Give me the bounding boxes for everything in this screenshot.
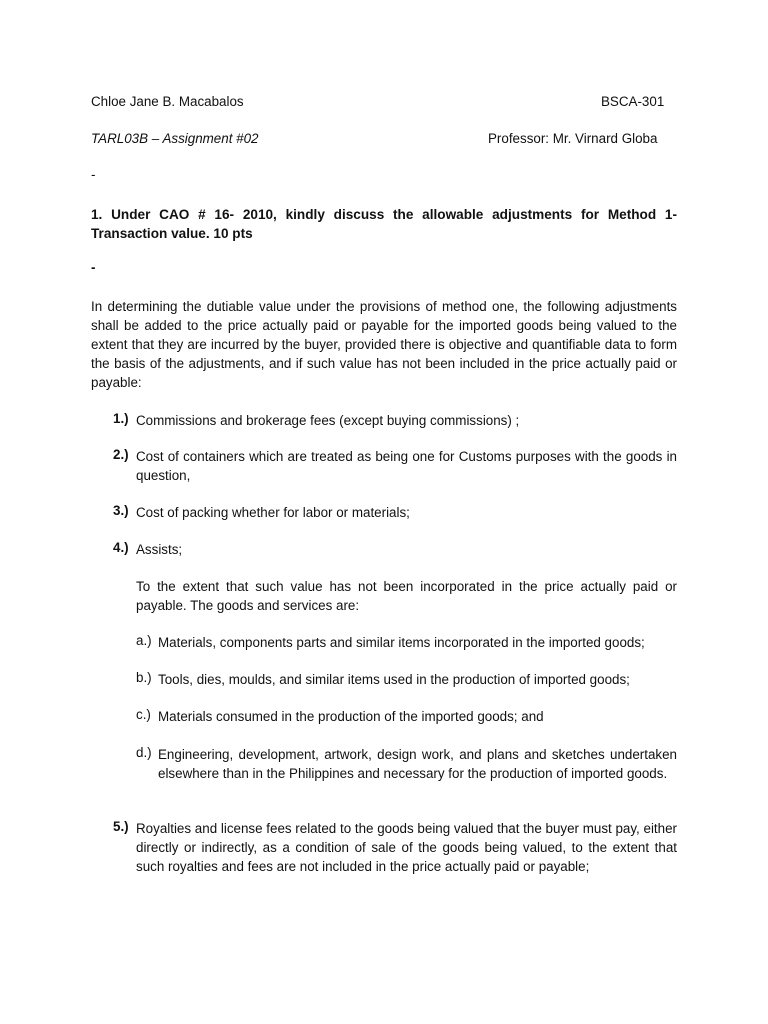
assists-note: To the extent that such value has not been incorporated in the price actually paid or payable. The goods and services are: bbox=[136, 579, 677, 613]
separator-dash-bold: - bbox=[91, 260, 96, 275]
student-name: Chloe Jane B. Macabalos bbox=[91, 94, 244, 109]
sub-item-text: Materials consumed in the production of the imported goods; and bbox=[158, 709, 544, 724]
separator-dash: - bbox=[91, 167, 96, 182]
list-item-text: Assists; bbox=[136, 542, 183, 557]
list-item-text: Cost of packing whether for labor or materials; bbox=[136, 505, 410, 520]
list-item-number: 3.) bbox=[113, 503, 129, 518]
list-item-number: 5.) bbox=[113, 819, 129, 834]
sub-item-text: Tools, dies, moulds, and similar items used in the production of imported goods; bbox=[158, 672, 630, 687]
course-assignment: TARL03B – Assignment #02 bbox=[91, 131, 259, 146]
section-code: BSCA-301 bbox=[601, 94, 665, 109]
professor-name: Professor: Mr. Virnard Globa bbox=[488, 131, 658, 146]
sub-item-letter: b.) bbox=[136, 670, 152, 685]
sub-item-text: Engineering, development, artwork, design work, and plans and sketches undertaken elsewhere than in the Philippines and necessary for the production of imported goods. bbox=[158, 747, 677, 781]
intro-paragraph: In determining the dutiable value under the provisions of method one, the following adjustments shall be added to the price actually paid or payable for the imported goods being valued to the extent that they are incurred by the buyer, provided there is objective and quantifiable data to form the basis of the adjustments, and if such value has not been included in the price actually paid or payable: bbox=[91, 299, 677, 390]
sub-item-letter: c.) bbox=[136, 707, 151, 722]
list-item-text: Cost of containers which are treated as being one for Customs purposes with the goods in question, bbox=[136, 449, 677, 483]
list-item-text: Royalties and license fees related to the goods being valued that the buyer must pay, either directly or indirectly, as a condition of sale of the goods being valued, to the extent that such royalties and fees are not included in the price actually paid or payable; bbox=[136, 821, 677, 874]
question-heading: 1. Under CAO # 16- 2010, kindly discuss the allowable adjustments for Method 1- Transaction value. 10 pts bbox=[91, 207, 677, 241]
sub-item-letter: d.) bbox=[136, 745, 152, 760]
list-item-number: 2.) bbox=[113, 447, 129, 462]
sub-item-text: Materials, components parts and similar items incorporated in the imported goods; bbox=[158, 635, 645, 650]
list-item-number: 1.) bbox=[113, 411, 129, 426]
list-item-text: Commissions and brokerage fees (except buying commissions) ; bbox=[136, 413, 520, 428]
sub-item-letter: a.) bbox=[136, 633, 152, 648]
list-item-number: 4.) bbox=[113, 540, 129, 555]
